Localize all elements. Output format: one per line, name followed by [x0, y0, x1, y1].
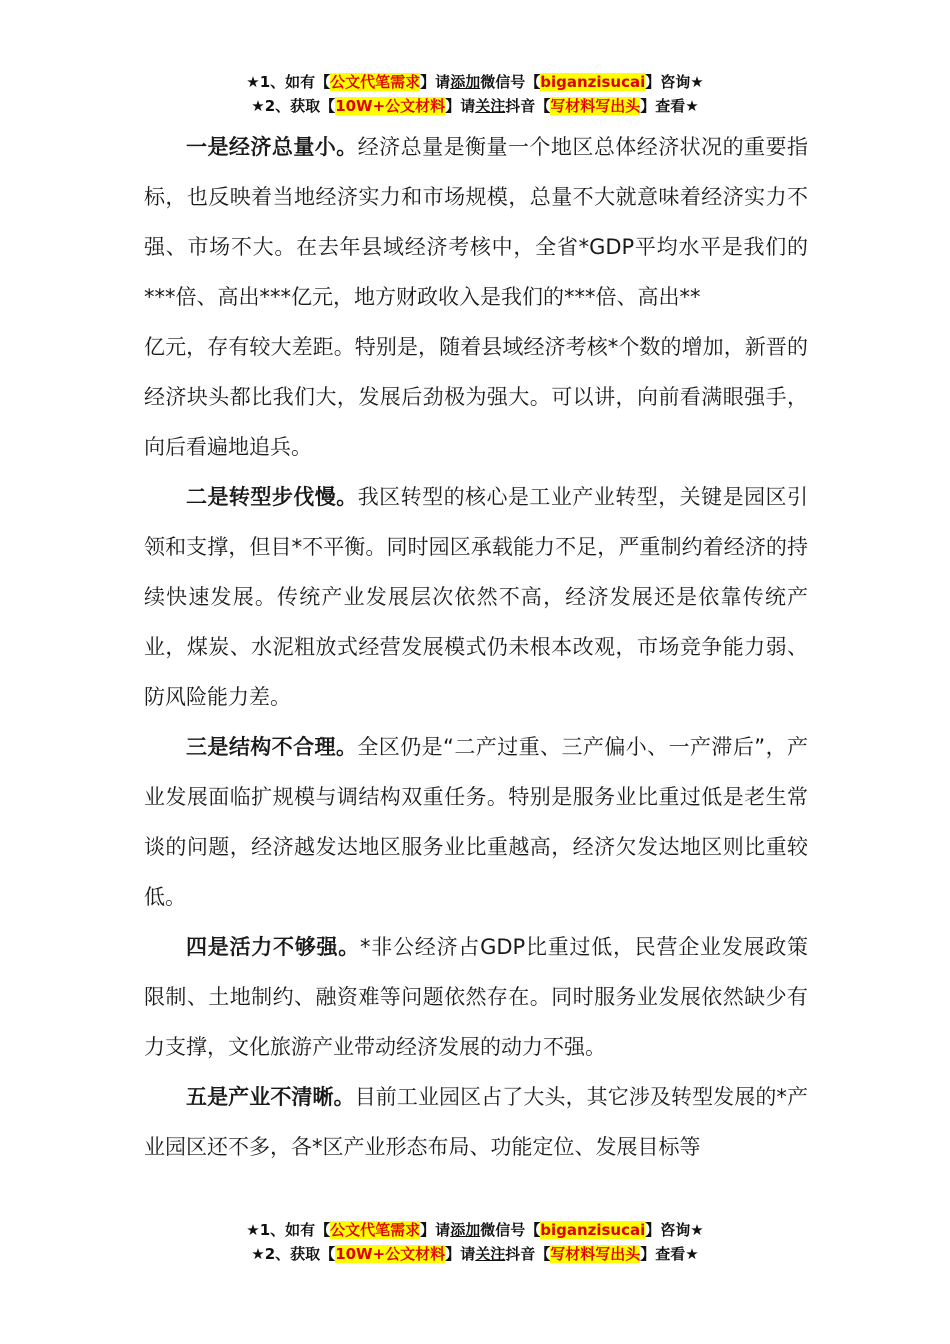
paragraph-lead: 一是经济总量小。 — [186, 135, 358, 159]
banner-text: 微信号【 — [480, 1221, 541, 1239]
banner-line-1 — [0, 1218, 950, 1242]
paragraph-text: 目前工业园区占了大头，其它涉及转型发展的*产业园区还不多，各*区产业形态布局、功能定位、发展目标等 — [144, 1085, 809, 1159]
banner-highlight: 公文代笔需求 — [330, 73, 421, 91]
banner-text: 】请 — [445, 1245, 476, 1263]
banner-douyin-id: 写材料写出头 — [550, 97, 641, 115]
paragraph-4 — [144, 922, 808, 1072]
banner-wechat-id: biganzisucai — [540, 1221, 646, 1239]
paragraph-text: 经济总量是衡量一个地区总体经济状况的重要指标，也反映着当地经济实力和市场规模，总量不大就意味着经济实力不强、市场不大。在去年县域经济考核中，全省*GDP平均水平是我们的***倍、高出***亿元，地方财政收入是我们的***倍、高出** — [144, 135, 809, 309]
banner-text: 抖音【 — [505, 97, 551, 115]
paragraph-text: *非公经济占GDP比重过低，民营企业发展政策限制、土地制约、融资难等问题依然存在。同时服务业发展依然缺少有力支撑，文化旅游产业带动经济发展的动力不强。 — [144, 935, 809, 1059]
paragraph-5 — [144, 1072, 808, 1172]
banner-text: 抖音【 — [505, 1245, 551, 1263]
banner-text: ★1、如有【 — [246, 73, 331, 91]
banner-underline: 添加 — [450, 1221, 481, 1239]
banner-text: ★1、如有【 — [246, 1221, 331, 1239]
banner-text: 】查看★ — [640, 97, 699, 115]
paragraph-1-continued — [144, 322, 808, 472]
banner-underline: 关注 — [475, 1245, 506, 1263]
paragraph-lead: 五是产业不清晰。 — [186, 1085, 355, 1109]
banner-underline: 关注 — [475, 97, 506, 115]
banner-text: ★2、获取【 — [251, 97, 336, 115]
paragraph-2 — [144, 472, 808, 722]
banner-text: 微信号【 — [480, 73, 541, 91]
paragraph-1 — [144, 122, 808, 322]
banner-text: 】请 — [445, 97, 476, 115]
banner-line-2 — [0, 94, 950, 118]
banner-text: 】请 — [420, 1221, 451, 1239]
banner-wechat-id: biganzisucai — [540, 73, 646, 91]
header-banner — [0, 70, 950, 118]
banner-highlight: 10W+公文材料 — [335, 97, 446, 115]
banner-highlight: 10W+公文材料 — [335, 1245, 446, 1263]
paragraph-text: 全区仍是“二产过重、三产偏小、一产滞后”，产业发展面临扩规模与调结构双重任务。特别是服务业比重过低是老生常谈的问题，经济越发达地区服务业比重越高，经济欠发达地区则比重较低。 — [144, 735, 808, 909]
banner-underline: 添加 — [450, 73, 481, 91]
banner-line-1 — [0, 70, 950, 94]
paragraph-text: 亿元，存有较大差距。特别是，随着县域经济考核*个数的增加，新晋的经济块头都比我们大，发展后劲极为强大。可以讲，向前看满眼强手，向后看遍地追兵。 — [144, 335, 808, 459]
banner-text: 】咨询★ — [645, 73, 704, 91]
paragraph-lead: 三是结构不合理。 — [186, 735, 358, 759]
banner-douyin-id: 写材料写出头 — [550, 1245, 641, 1263]
paragraph-3 — [144, 722, 808, 922]
banner-text: 】查看★ — [640, 1245, 699, 1263]
banner-highlight: 公文代笔需求 — [330, 1221, 421, 1239]
paragraph-lead: 二是转型步伐慢。 — [186, 485, 358, 509]
banner-line-2 — [0, 1242, 950, 1266]
document-body — [144, 122, 808, 1172]
banner-text: 】请 — [420, 73, 451, 91]
paragraph-lead: 四是活力不够强。 — [186, 935, 361, 959]
footer-banner — [0, 1218, 950, 1266]
banner-text: 】咨询★ — [645, 1221, 704, 1239]
paragraph-text: 我区转型的核心是工业产业转型，关键是园区引领和支撑，但目*不平衡。同时园区承载能力不足，严重制约着经济的持续快速发展。传统产业发展层次依然不高，经济发展还是依靠传统产业，煤炭、水泥粗放式经营发展模式仍未根本改观，市场竞争能力弱、防风险能力差。 — [144, 485, 809, 709]
banner-text: ★2、获取【 — [251, 1245, 336, 1263]
